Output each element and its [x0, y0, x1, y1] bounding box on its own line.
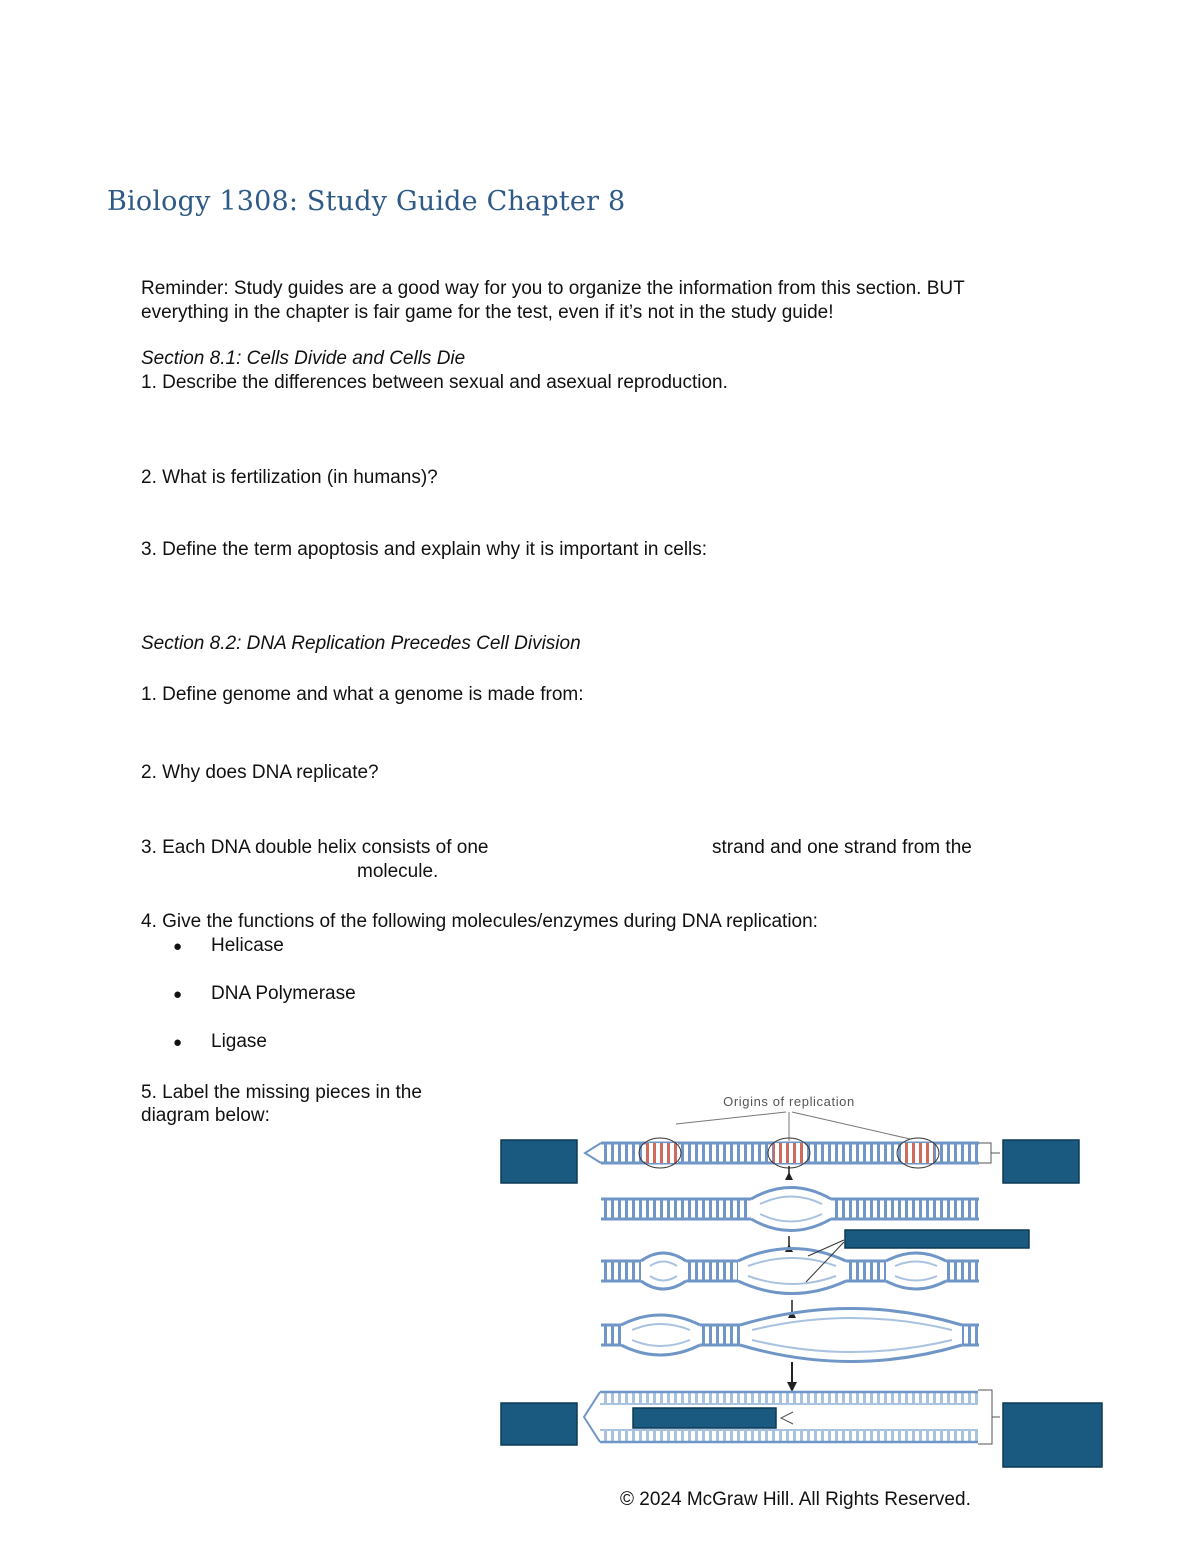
label-box-left-bottom[interactable] — [501, 1403, 577, 1445]
question-8-2-5-line-2: diagram below: — [141, 1105, 270, 1126]
label-box-right-bottom[interactable] — [1003, 1403, 1102, 1467]
list-item-helicase: Helicase — [211, 935, 284, 956]
question-8-2-1: 1. Define genome and what a genome is made from: — [141, 684, 584, 705]
question-8-2-2: 2. Why does DNA replicate? — [141, 762, 379, 783]
origins-caption: Origins of replication — [723, 1094, 855, 1109]
bullet-icon: ● — [173, 1034, 183, 1051]
page-title: Biology 1308: Study Guide Chapter 8 — [107, 186, 626, 217]
reminder-line-1: Reminder: Study guides are a good way for you to organize the information from this section. BUT — [141, 278, 965, 299]
bullet-icon: ● — [173, 938, 183, 955]
bullet-icon: ● — [173, 986, 183, 1003]
question-8-1-3: 3. Define the term apoptosis and explain why it is important in cells: — [141, 539, 708, 560]
section-8-1-heading: Section 8.1: Cells Divide and Cells Die — [141, 348, 466, 369]
replication-bubble-row-1 — [601, 1188, 979, 1231]
parent-dna-strand — [585, 1138, 1000, 1168]
label-box-left-top[interactable] — [501, 1140, 577, 1183]
question-8-2-5-line-1: 5. Label the missing pieces in the — [141, 1082, 422, 1103]
copyright-footer: © 2024 McGraw Hill. All Rights Reserved. — [620, 1489, 971, 1510]
section-8-2-heading: Section 8.2: DNA Replication Precedes Cell Division — [141, 633, 581, 654]
list-item-dna-polymerase: DNA Polymerase — [211, 983, 356, 1004]
label-box-middle[interactable] — [845, 1230, 1029, 1248]
question-8-2-3-part-3: molecule. — [357, 861, 439, 882]
reminder-line-2: everything in the chapter is fair game for the test, even if it’s not in the study guide! — [141, 302, 834, 323]
question-8-2-4: 4. Give the functions of the following molecules/enzymes during DNA replication: — [141, 911, 818, 932]
question-8-1-2: 2. What is fertilization (in humans)? — [141, 467, 438, 488]
label-box-inner-bottom[interactable] — [633, 1408, 776, 1428]
question-8-2-3-part-1: 3. Each DNA double helix consists of one — [141, 837, 489, 858]
label-box-right-top[interactable] — [1003, 1140, 1079, 1183]
question-8-2-3-part-2: strand and one strand from the — [712, 837, 972, 858]
list-item-ligase: Ligase — [211, 1031, 267, 1052]
question-8-1-1: 1. Describe the differences between sexual and asexual reproduction. — [141, 372, 728, 393]
